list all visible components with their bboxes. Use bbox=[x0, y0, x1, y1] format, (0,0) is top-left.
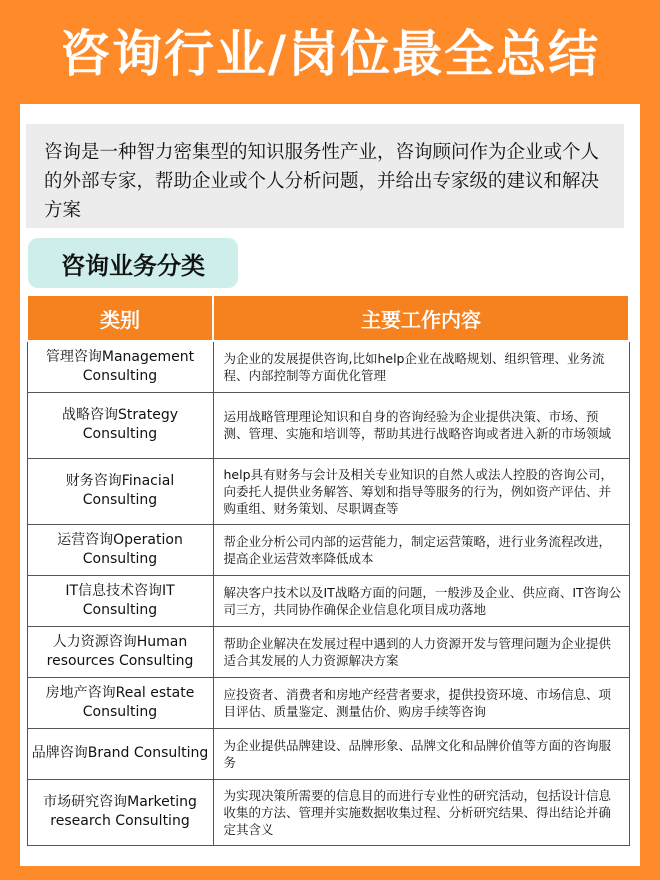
table-row bbox=[27, 575, 629, 626]
section-label: 咨询业务分类 bbox=[28, 238, 238, 288]
intro-text: 咨询是一种智力密集型的知识服务性产业，咨询顾问作为企业或个人的外部专家，帮助企业或个人分析问题，并给出专家级的建议和解决方案 bbox=[26, 124, 624, 228]
category-description: 为企业提供品牌建设、品牌形象、品牌文化和品牌价值等方面的咨询服务 bbox=[213, 728, 629, 779]
table-row bbox=[27, 524, 629, 575]
table-row bbox=[27, 341, 629, 392]
category-description: 帮企业分析公司内部的运营能力，制定运营策略，进行业务流程改进，提高企业运营效率降低成本 bbox=[213, 524, 629, 575]
category-description: 帮助企业解决在发展过程中遇到的人力资源开发与管理问题为企业提供适合其发展的人力资源解决方案 bbox=[213, 626, 629, 677]
header-content: 主要工作内容 bbox=[213, 295, 629, 341]
table-row bbox=[27, 458, 629, 524]
table-row bbox=[27, 779, 629, 845]
category-description: help具有财务与会计及相关专业知识的自然人或法人控股的咨询公司，向委托人提供业务解答、筹划和指导等服务的行为，例如资产评估、并购重组、财务策划、尽职调查等 bbox=[213, 458, 629, 524]
table-row bbox=[27, 677, 629, 728]
category-description: 为企业的发展提供咨询,比如help企业在战略规划、组织管理、业务流程、内部控制等方面优化管理 bbox=[213, 341, 629, 392]
category-description: 解决客户技术以及IT战略方面的问题，一般涉及企业、供应商、IT咨询公司三方，共同协作确保企业信息化项目成功落地 bbox=[213, 575, 629, 626]
category-table bbox=[26, 294, 630, 846]
table-header-row bbox=[27, 295, 629, 341]
table-row bbox=[27, 728, 629, 779]
category-name: 财务咨询Finacial Consulting bbox=[27, 458, 213, 524]
table-row bbox=[27, 392, 629, 458]
category-name: 市场研究咨询Marketing research Consulting bbox=[27, 779, 213, 845]
category-name: 品牌咨询Brand Consulting bbox=[27, 728, 213, 779]
content-card bbox=[20, 104, 640, 866]
category-description: 运用战略管理理论知识和自身的咨询经验为企业提供决策、市场、预测、管理、实施和培训等，帮助其进行战略咨询或者进入新的市场领域 bbox=[213, 392, 629, 458]
category-name: 房地产咨询Real estate Consulting bbox=[27, 677, 213, 728]
category-name: 运营咨询Operation Consulting bbox=[27, 524, 213, 575]
category-description: 应投资者、消费者和房地产经营者要求，提供投资环境、市场信息、项目评估、质量鉴定、测量估价、购房手续等咨询 bbox=[213, 677, 629, 728]
category-name: IT信息技术咨询IT Consulting bbox=[27, 575, 213, 626]
category-name: 管理咨询Management Consulting bbox=[27, 341, 213, 392]
category-name: 战略咨询Strategy Consulting bbox=[27, 392, 213, 458]
header-category: 类别 bbox=[27, 295, 213, 341]
page-title: 咨询行业/岗位最全总结 bbox=[59, 25, 601, 83]
table-row bbox=[27, 626, 629, 677]
category-description: 为实现决策所需要的信息目的而进行专业性的研究活动，包括设计信息收集的方法、管理并实施数据收集过程、分析研究结果、得出结论并确定其含义 bbox=[213, 779, 629, 845]
category-name: 人力资源咨询Human resources Consulting bbox=[27, 626, 213, 677]
